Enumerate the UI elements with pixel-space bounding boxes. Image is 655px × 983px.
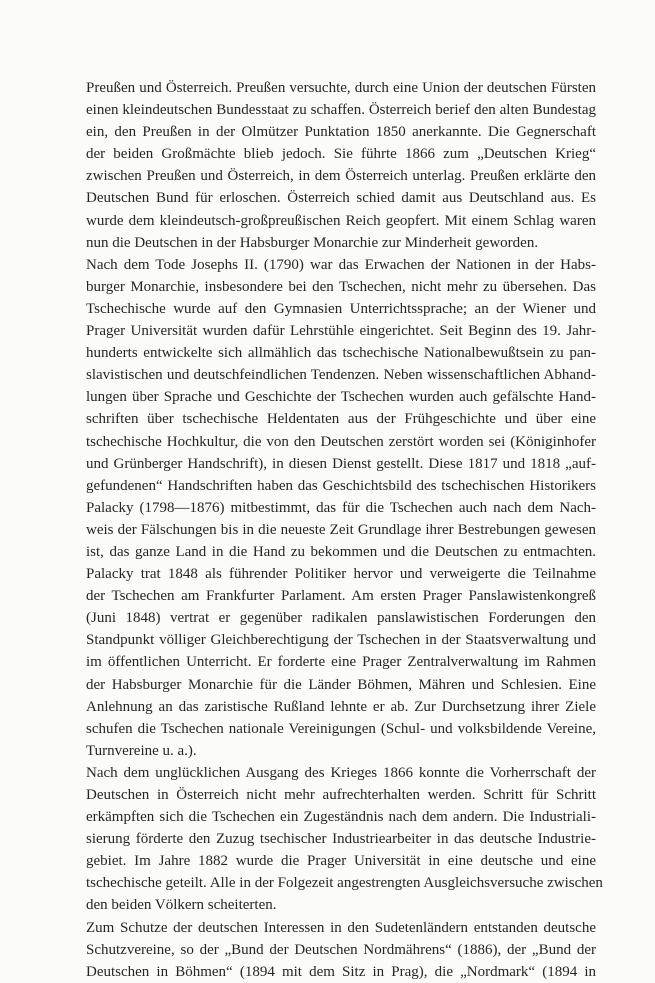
paragraph (86, 77, 596, 254)
text-line: den beiden Völkern scheiterten. (86, 897, 277, 914)
paragraph (86, 762, 603, 917)
text-line: der Habsburger Monarchie für die Länder Böhmen, Mähren und Schlesien. Eine (86, 676, 596, 693)
text-line: Preußen und Österreich. Preußen versuchte, durch eine Union der deutschen Fürsten (86, 80, 596, 96)
paragraph (86, 917, 596, 983)
text-line: hunderts entwickelte sich allmählich das tschechische Nationalbewußtsein zu pan- (86, 345, 596, 362)
text-line: Zum Schutze der deutschen Interessen in den Sudetenländern entstanden deutsche (86, 919, 596, 936)
text-line: und Grünberger Handschrift), in diesen Dienst gestellt. Diese 1817 und 1818 „auf- (86, 455, 596, 472)
text-line: gefundenen“ Handschriften haben das Geschichtsbild des tschechischen Historikers (86, 477, 596, 494)
text-line: schriften über tschechische Heldentaten aus der Frühgeschichte und über eine (86, 411, 596, 428)
text-line: Schutzvereine, so der „Bund der Deutschen Nordmährens“ (1886), der „Bund der (86, 941, 596, 958)
text-line: der beiden Großmächte blieb jedoch. Sie führte 1866 zum „Deutschen Krieg“ (86, 146, 596, 163)
text-line: ein, den Preußen in der Olmützer Punktation 1850 anerkannte. Die Gegnerschaft (86, 124, 596, 141)
text-line: Deutschen in Böhmen“ (1894 mit dem Sitz in Prag), die „Nordmark“ (1894 in (86, 963, 596, 980)
text-line: Nach dem unglücklichen Ausgang des Krieges 1866 konnte die Vorherrschaft der (86, 764, 596, 781)
text-line: Prager Universität wurden dafür Lehrstühle eingerichtet. Seit Beginn des 19. Jahr- (86, 323, 596, 340)
text-line: Tschechische wurde auf den Gymnasien Unterrichtssprache; an der Wiener und (86, 300, 596, 317)
text-line: Standpunkt völliger Gleichberechtigung der Tschechen in der Staatsverwaltung und (86, 632, 596, 649)
text-line: erkämpften sich die Tschechen ein Zugeständnis nach dem andern. Die Industriali- (86, 809, 596, 826)
text-line: nun die Deutschen in der Habsburger Monarchie zur Minderheit geworden. (86, 234, 539, 251)
text-line: schufen die Tschechen nationale Vereinigungen (Schul- und volksbildende Vereine, (86, 720, 596, 737)
text-line: tschechische Hochkultur, die von den Deutschen zerstört worden sei (Königinhofer (86, 433, 596, 450)
text-line: Anlehnung an das zaristische Rußland lehnte er ab. Zur Durchsetzung ihrer Ziele (86, 698, 596, 715)
text-line: der Tschechen am Frankfurter Parlament. Am ersten Prager Panslawistenkongreß (86, 588, 596, 605)
text-line: Deutschen Bund für erloschen. Österreich schied damit aus Deutschland aus. Es (86, 190, 596, 207)
text-line: ist, das ganze Land in die Hand zu bekommen und die Deutschen zu entmachten. (86, 543, 596, 560)
text-line: slavistischen und deutschfeindlichen Tendenzen. Neben wissenschaftlichen Abhand- (86, 367, 596, 384)
text-line: lungen über Sprache und Geschichte der Tschechen wurden auch gefälschte Hand- (86, 389, 596, 406)
text-line: Turnvereine u. a.). (86, 742, 197, 759)
text-line: zwischen Preußen und Österreich, in dem Österreich unterlag. Preußen erklärte den (86, 168, 596, 185)
text-line: burger Monarchie, insbesondere bei den Tschechen, nicht mehr zu übersehen. Das (86, 278, 596, 295)
text-line: weis der Fälschungen bis in die neueste Zeit Grundlage ihrer Bestrebungen gewesen (86, 521, 596, 538)
text-line: Nach dem Tode Josephs II. (1790) war das Erwachen der Nationen in der Habs- (86, 256, 596, 273)
text-line: Deutschen in Österreich nicht mehr aufrechterhalten werden. Schritt für Schritt (86, 787, 596, 803)
text-line: Palacky (1798—1876) mitbestimmt, das für die Tschechen auch nach dem Nach- (86, 499, 596, 516)
text-line: im öffentlichen Unterricht. Er forderte eine Prager Zentralverwaltung im Rahmen (86, 654, 596, 671)
text-line: Palacky trat 1848 als führender Politiker hervor und verweigerte die Teilnahme (86, 566, 596, 583)
text-line: (Juni 1848) vertrat er gegenüber radikalen panslawistischen Forderungen den (86, 610, 596, 627)
text-line: wurde dem kleindeutsch-großpreußischen Reich geopfert. Mit einem Schlag waren (86, 212, 596, 229)
text-line: sierung förderte den Zuzug tsechischer Industriearbeiter in das deutsche Industrie- (86, 831, 596, 848)
text-line: gebiet. Im Jahre 1882 wurde die Prager Universität in eine deutsche und eine (86, 853, 596, 870)
paragraph (86, 254, 596, 762)
text-line: tschechische geteilt. Alle in der Folgezeit angestrengten Ausgleichsversuche zwischen (86, 875, 603, 892)
text-line: einen kleindeutschen Bundesstaat zu schaffen. Österreich berief den alten Bundestag (86, 102, 596, 119)
document-page (86, 77, 603, 983)
